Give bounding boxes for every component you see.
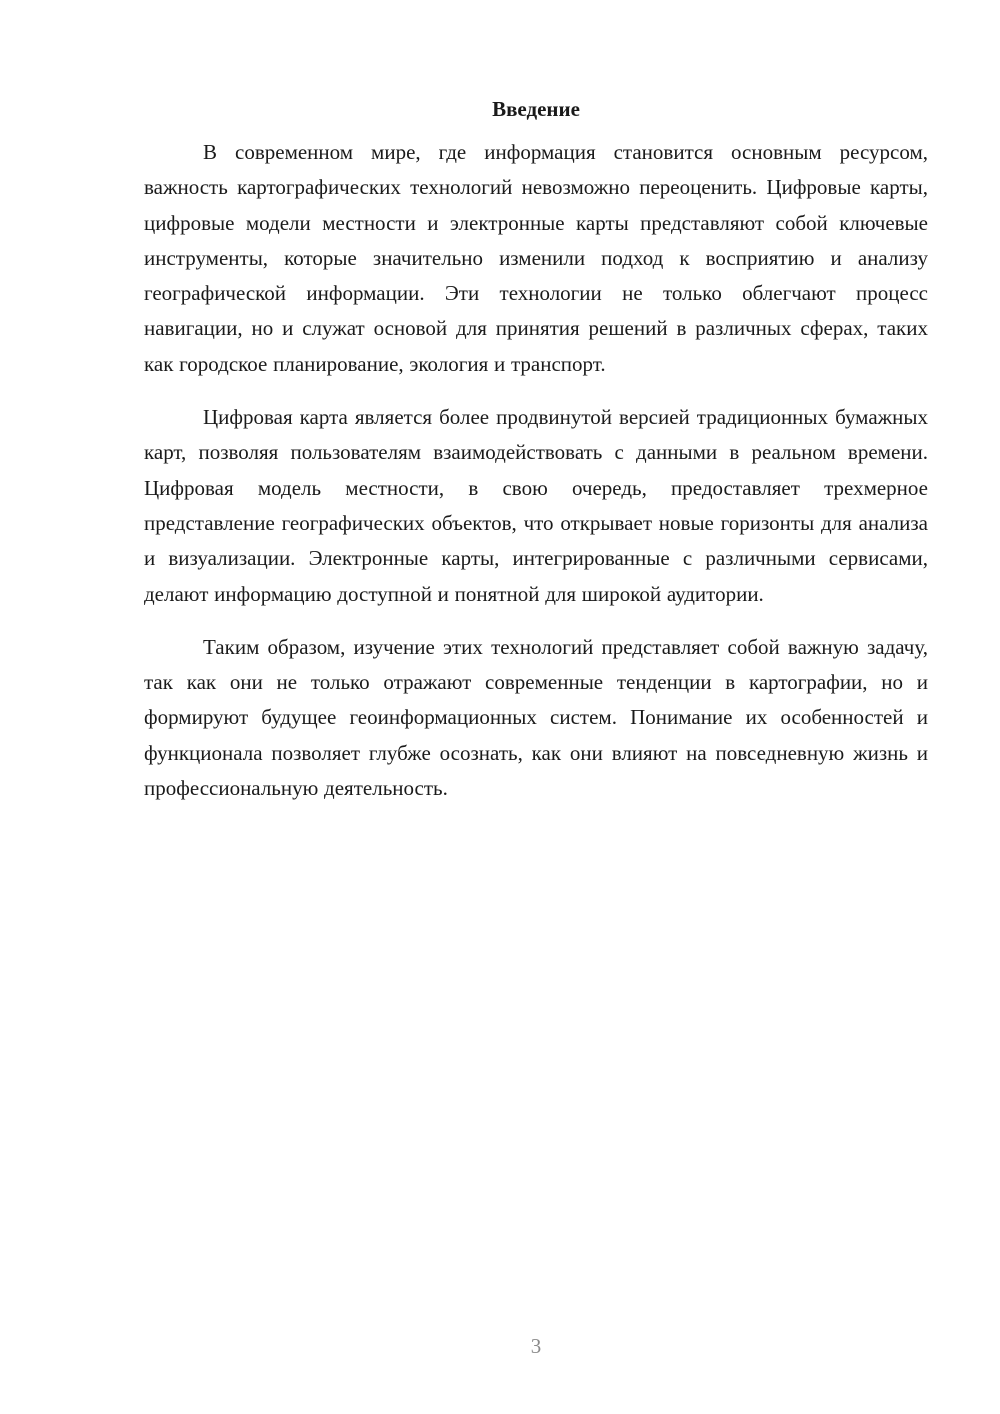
paragraph-2: Цифровая карта является более продвинутой версией традиционных бумажных карт, позволяя пользователям взаимодействовать с данными в реальном времени. Цифровая модель местности, в свою очередь, предоставляет трехмерное представление географических объектов, что открывает новые горизонты для анализа и визуализации. Электронные карты, интегрированные с различными сервисами, делают информацию доступной и понятной для широкой аудитории. [144, 405, 928, 606]
paragraph-3: Таким образом, изучение этих технологий представляет собой важную задачу, так как они не только отражают современные тенденции в картографии, но и формируют будущее геоинформационных систем. Понимание их особенностей и функционала позволяет глубже осознать, как они влияют на повседневную жизнь и профессиональную деятельность. [144, 634, 928, 801]
section-heading: Введение [492, 97, 580, 121]
document-body [144, 92, 928, 824]
page-number: 3 [530, 1334, 542, 1358]
paragraph-1: В современном мире, где информация становится основным ресурсом, важность картографических технологий невозможно переоценить. Цифровые карты, цифровые модели местности и электронные карты представляют собой ключевые инструменты, которые значительно изменили подход к восприятию и анализу географической информации. Эти технологии не только облегчают процесс навигации, но и служат основой для принятия решений в различных сферах, таких как городское планирование, экология и транспорт. [144, 140, 928, 376]
